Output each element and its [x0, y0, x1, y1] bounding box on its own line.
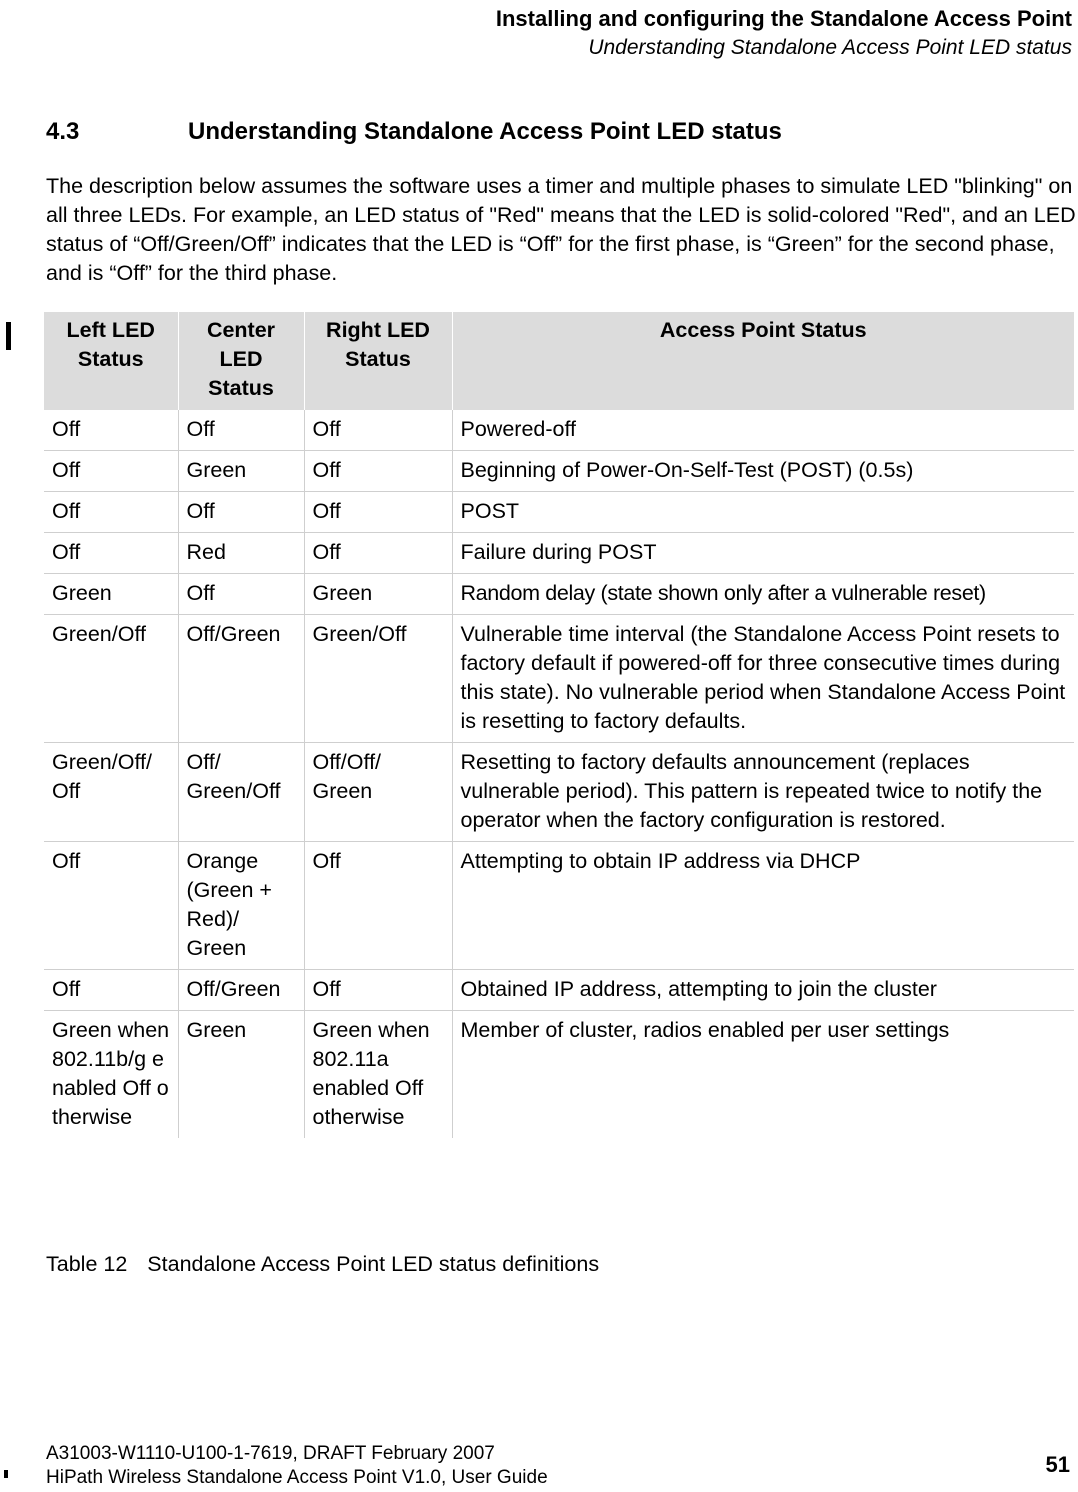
- cell-left-led: Off: [44, 492, 178, 533]
- cell-left-led: Green: [44, 574, 178, 615]
- led-status-table: [44, 312, 1074, 1138]
- cell-ap-status: POST: [452, 492, 1074, 533]
- table-caption-number: Table 12: [46, 1252, 128, 1276]
- running-header: [496, 4, 1072, 62]
- cell-ap-status: Vulnerable time interval (the Standalone Access Point resets to factory default if powered-off for three consecutive times during this state). No vulnerable period when Standalone Access Point is resetting to factory defaults.: [452, 615, 1074, 743]
- cell-right-led: Off: [304, 492, 452, 533]
- cell-ap-status: Resetting to factory defaults announcement (replaces vulnerable period). This pattern is repeated twice to notify the operator when the factory configuration is restored.: [452, 743, 1074, 842]
- change-bar: [4, 1470, 8, 1478]
- footer-guide-title: HiPath Wireless Standalone Access Point V1.0, User Guide: [46, 1467, 548, 1488]
- cell-left-led: Off: [44, 842, 178, 970]
- cell-ap-status: Powered-off: [452, 410, 1074, 451]
- cell-center-led: Green: [178, 451, 304, 492]
- page-footer: [46, 1442, 548, 1490]
- cell-right-led: Off/Off/ Green: [304, 743, 452, 842]
- cell-center-led: Off/Green: [178, 970, 304, 1011]
- cell-center-led: Off: [178, 574, 304, 615]
- table-caption-text: Standalone Access Point LED status definitions: [147, 1252, 600, 1276]
- cell-left-led: Green/Off/ Off: [44, 743, 178, 842]
- header-left-led: Left LED Status: [44, 312, 178, 410]
- cell-ap-status: Beginning of Power-On-Self-Test (POST) (0.5s): [452, 451, 1074, 492]
- cell-center-led: Red: [178, 533, 304, 574]
- table-row: [44, 615, 1074, 743]
- cell-left-led: Off: [44, 970, 178, 1011]
- table-row: [44, 1011, 1074, 1139]
- header-section-title: Understanding Standalone Access Point LED status: [588, 36, 1072, 59]
- cell-center-led: Orange (Green + Red)/ Green: [178, 842, 304, 970]
- table-row: [44, 533, 1074, 574]
- footer-document-id: A31003-W1110-U100-1-7619, DRAFT February 2007: [46, 1443, 495, 1464]
- table-row: [44, 842, 1074, 970]
- cell-ap-status: Random delay (state shown only after a vulnerable reset): [452, 574, 1074, 615]
- cell-left-led: Off: [44, 451, 178, 492]
- cell-right-led: Off: [304, 970, 452, 1011]
- header-chapter-title: Installing and configuring the Standalone Access Point: [495, 6, 1072, 31]
- cell-center-led: Off/ Green/Off: [178, 743, 304, 842]
- cell-left-led: Off: [44, 533, 178, 574]
- table-row: [44, 492, 1074, 533]
- table-caption: [46, 1250, 599, 1279]
- cell-center-led: Off/Green: [178, 615, 304, 743]
- cell-right-led: Green when 802.11a enabled Off otherwise: [304, 1011, 452, 1139]
- cell-right-led: Off: [304, 842, 452, 970]
- cell-ap-status: Obtained IP address, attempting to join the cluster: [452, 970, 1074, 1011]
- cell-right-led: Green: [304, 574, 452, 615]
- section-heading: [46, 116, 782, 148]
- cell-ap-status: Failure during POST: [452, 533, 1074, 574]
- header-right-led: Right LED Status: [304, 312, 452, 410]
- section-number: 4.3: [46, 118, 80, 145]
- cell-center-led: Green: [178, 1011, 304, 1139]
- cell-left-led: Off: [44, 410, 178, 451]
- table-row: [44, 410, 1074, 451]
- change-bar: [6, 322, 11, 350]
- cell-ap-status: Attempting to obtain IP address via DHCP: [452, 842, 1074, 970]
- cell-left-led: Green when 802.11b/g enabled Off otherwise: [44, 1011, 178, 1139]
- section-title: Understanding Standalone Access Point LED status: [188, 118, 782, 145]
- header-ap-status: Access Point Status: [452, 312, 1074, 410]
- table-row: [44, 574, 1074, 615]
- table-row: [44, 451, 1074, 492]
- cell-ap-status: Member of cluster, radios enabled per user settings: [460, 1018, 950, 1042]
- cell-right-led: Off: [304, 533, 452, 574]
- cell-center-led: Off: [178, 492, 304, 533]
- cell-right-led: Off: [304, 451, 452, 492]
- cell-right-led: Off: [304, 410, 452, 451]
- header-center-led: Center LED Status: [178, 312, 304, 410]
- page-number: 51: [1045, 1452, 1070, 1477]
- table-header-row: [44, 312, 1074, 410]
- cell-center-led: Off: [178, 410, 304, 451]
- intro-paragraph: The description below assumes the software uses a timer and multiple phases to simulate LED "blinking" on all three LEDs. For example, an LED status of "Red" means that the LED is solid-colored "Red", and an LED status of “Off/Green/Off” indicates that the LED is “Off” for the first phase, is “Green” for the second phase, and is “Off” for the third phase.: [46, 174, 1076, 285]
- cell-right-led: Green/Off: [304, 615, 452, 743]
- table-row: [44, 970, 1074, 1011]
- cell-left-led: Green/Off: [44, 615, 178, 743]
- table-row: [44, 743, 1074, 842]
